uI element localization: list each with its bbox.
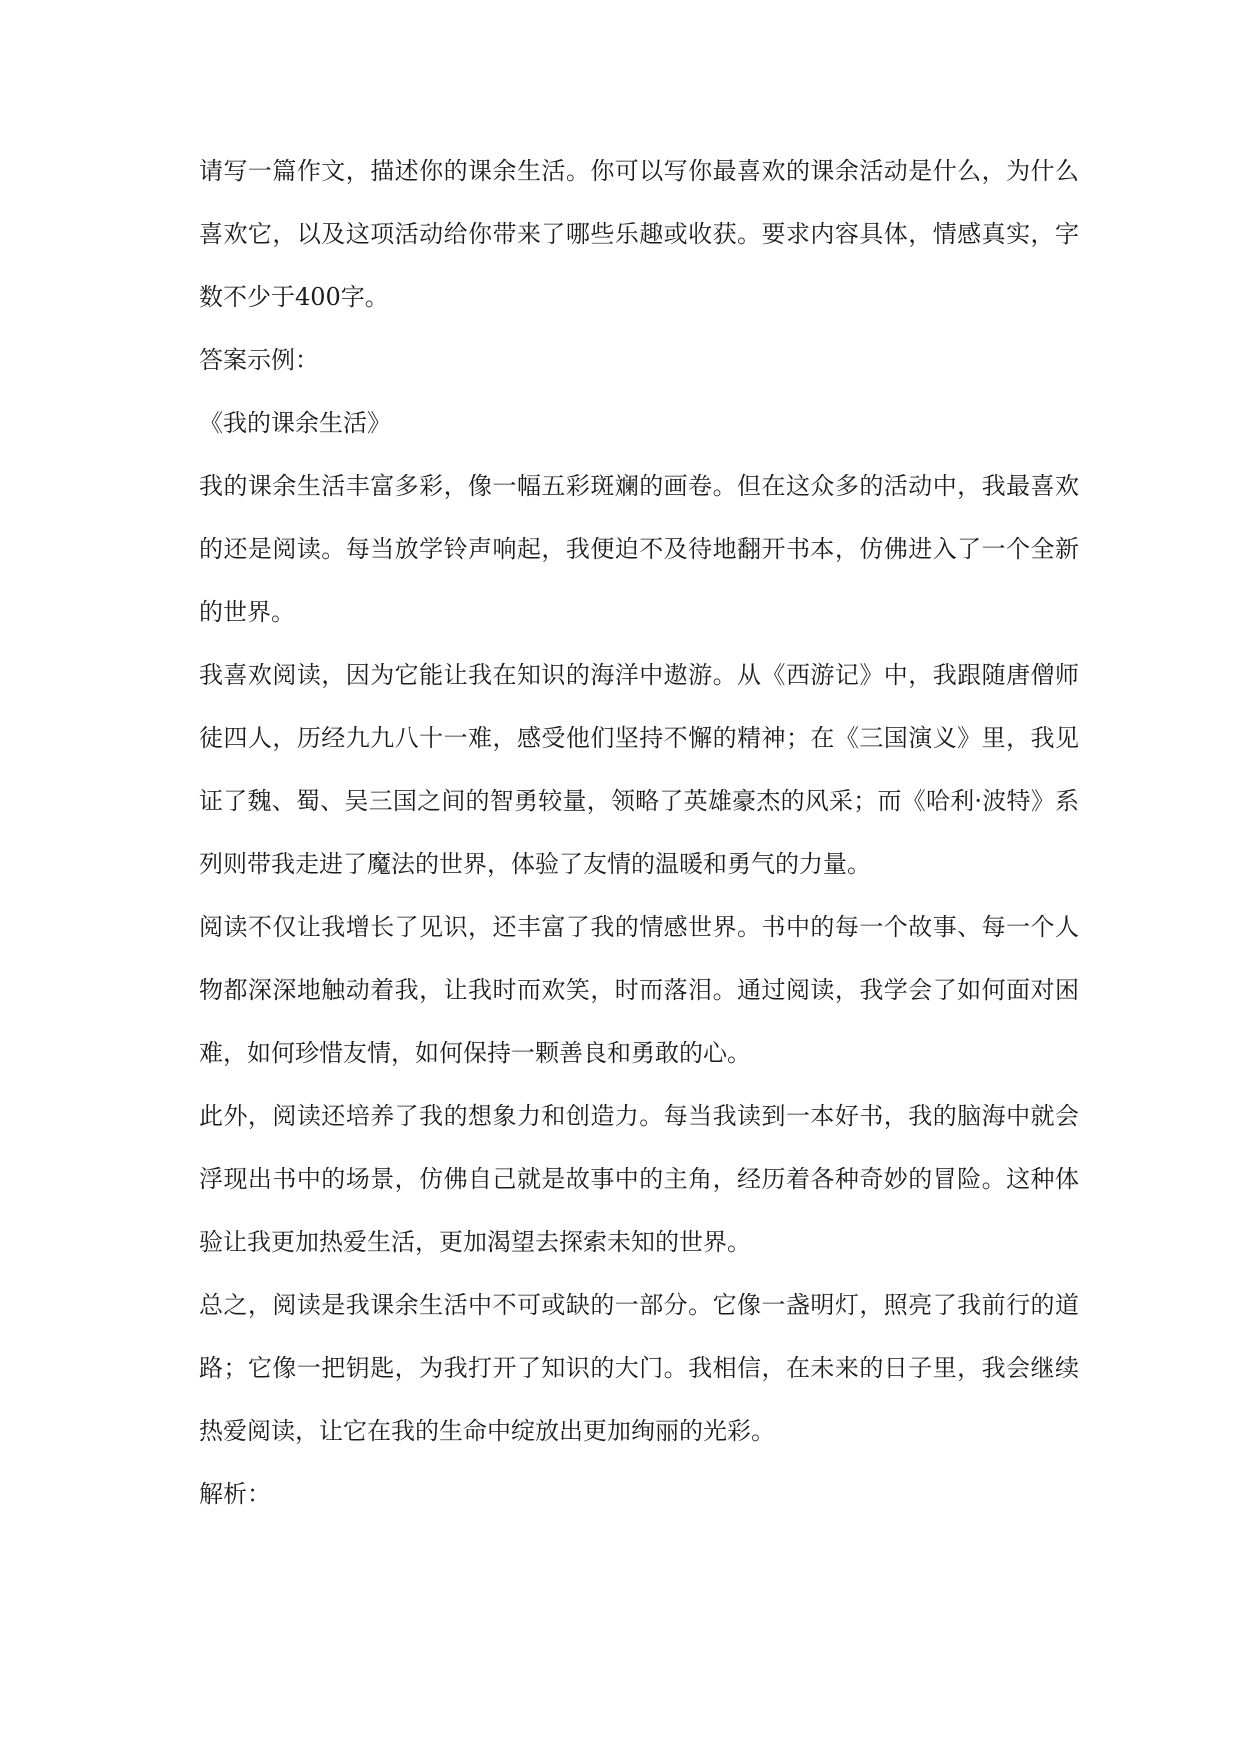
essay-paragraph-1: 我的课余生活丰富多彩，像一幅五彩斑斓的画卷。但在这众多的活动中，我最喜欢的还是阅读。每当放学铃声响起，我便迫不及待地翻开书本，仿佛进入了一个全新的世界。 <box>199 472 1079 626</box>
essay-paragraph-2: 我喜欢阅读，因为它能让我在知识的海洋中遨游。从《西游记》中，我跟随唐僧师徒四人，历经九九八十一难，感受他们坚持不懈的精神；在《三国演义》里，我见证了魏、蜀、吴三国之间的智勇较量，领略了英雄豪杰的风采；而《哈利·波特》系列则带我走进了魔法的世界，体验了友情的温暖和勇气的力量。 <box>199 661 1079 878</box>
document-body <box>199 140 1079 1526</box>
essay-paragraph-5: 总之，阅读是我课余生活中不可或缺的一部分。它像一盏明灯，照亮了我前行的道路；它像一把钥匙，为我打开了知识的大门。我相信，在未来的日子里，我会继续热爱阅读，让它在我的生命中绽放出更加绚丽的光彩。 <box>199 1291 1079 1445</box>
answer-label: 答案示例： <box>199 346 319 374</box>
essay-prompt: 请写一篇作文，描述你的课余生活。你可以写你最喜欢的课余活动是什么，为什么喜欢它，以及这项活动给你带来了哪些乐趣或收获。要求内容具体，情感真实，字数不少于400字。 <box>199 157 1079 311</box>
essay-title: 《我的课余生活》 <box>199 409 391 437</box>
analysis-label: 解析： <box>199 1480 271 1508</box>
essay-paragraph-4: 此外，阅读还培养了我的想象力和创造力。每当我读到一本好书，我的脑海中就会浮现出书中的场景，仿佛自己就是故事中的主角，经历着各种奇妙的冒险。这种体验让我更加热爱生活，更加渴望去探索未知的世界。 <box>199 1102 1079 1256</box>
essay-paragraph-3: 阅读不仅让我增长了见识，还丰富了我的情感世界。书中的每一个故事、每一个人物都深深地触动着我，让我时而欢笑，时而落泪。通过阅读，我学会了如何面对困难，如何珍惜友情，如何保持一颗善良和勇敢的心。 <box>199 913 1079 1067</box>
